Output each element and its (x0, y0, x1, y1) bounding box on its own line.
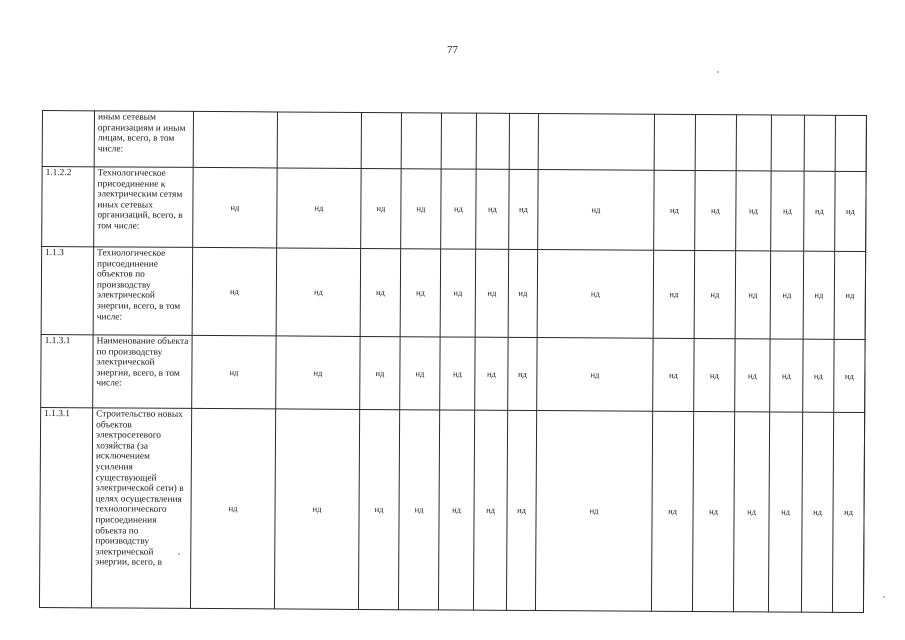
value-cell: нд (653, 250, 695, 338)
row-code: 1.1.3.1 (41, 334, 93, 407)
value-cell (654, 114, 695, 170)
value-cell: нд (508, 249, 538, 337)
value-cell: нд (401, 169, 441, 249)
table-row (42, 167, 866, 252)
value-cell (476, 113, 509, 169)
value-cell: нд (360, 336, 400, 409)
value-cell: нд (509, 169, 538, 249)
row-name: Наименование объекта по производству электрической энергии, всего, в том числе: (93, 335, 192, 409)
scan-speck (717, 71, 719, 73)
value-cell: нд (508, 337, 537, 410)
value-cell: нд (440, 337, 475, 410)
value-cell: нд (801, 412, 833, 612)
value-cell (193, 111, 277, 168)
value-cell: нд (537, 250, 654, 339)
value-cell: нд (735, 251, 771, 339)
value-cell: нд (804, 171, 835, 251)
value-cell: нд (441, 169, 476, 249)
value-cell: нд (537, 338, 653, 412)
page-number: 77 (447, 44, 458, 56)
value-cell: нд (832, 412, 864, 612)
value-cell: нд (538, 170, 654, 251)
value-cell: нд (770, 339, 803, 412)
value-cell: нд (193, 167, 277, 248)
value-cell: нд (476, 169, 509, 249)
value-cell: нд (834, 251, 866, 339)
row-code: 1.1.3.1 (39, 407, 92, 607)
row-code: 1.1.2.2 (42, 167, 94, 247)
value-cell: нд (736, 171, 771, 251)
value-cell: нд (360, 248, 401, 336)
value-cell: нд (192, 335, 276, 409)
value-cell: нд (803, 339, 834, 412)
value-cell: нд (475, 337, 508, 410)
row-name: Технологическое присоединение к электрическим сетям иных сетевых организаций, всего, в том числе: (94, 167, 193, 248)
value-cell (695, 114, 736, 170)
value-cell: нд (475, 249, 509, 337)
value-cell: нд (190, 408, 275, 609)
table-row (39, 407, 864, 612)
value-cell (804, 115, 835, 171)
data-table (39, 110, 867, 613)
row-name: Строительство новых объектов электросетевого хозяйства (за исключением усиления существующей электрической сети) в целях осуществления технологического присоединения объекта по производству электрической энергии, всего, в (91, 408, 191, 609)
value-cell: нд (834, 339, 865, 412)
value-cell: нд (192, 247, 277, 336)
row-code: 1.1.3 (41, 247, 94, 335)
value-cell (835, 115, 866, 171)
value-cell: нд (768, 412, 802, 612)
value-cell (401, 113, 441, 169)
value-cell: нд (535, 411, 652, 612)
value-cell (361, 112, 401, 168)
value-cell: нд (473, 410, 507, 610)
value-cell: нд (733, 412, 769, 612)
value-cell: нд (694, 250, 736, 338)
value-cell: нд (692, 411, 734, 611)
value-cell: нд (735, 339, 770, 412)
table-row (42, 111, 866, 172)
value-cell (835, 171, 866, 251)
value-cell: нд (694, 338, 735, 411)
value-cell: нд (653, 338, 694, 411)
value-cell (736, 115, 771, 171)
value-cell: нд (651, 411, 693, 611)
value-cell: нд (276, 336, 360, 410)
row-code (42, 111, 94, 167)
value-cell: нд (276, 248, 361, 337)
value-cell: нд (771, 171, 804, 251)
value-cell (441, 113, 476, 169)
scan-speck (178, 553, 180, 555)
table-row (41, 247, 866, 340)
value-cell: нд (400, 249, 441, 337)
value-cell: нд (770, 251, 804, 339)
table-row (41, 334, 865, 412)
value-cell: нд (506, 410, 536, 610)
scan-speck (883, 596, 885, 598)
value-cell: нд (400, 337, 440, 410)
value-cell: нд (803, 251, 835, 339)
row-name: Технологическое присоединение объектов по производству электрической энергии, всего, в том числе: (93, 247, 193, 336)
value-cell: нд (274, 409, 359, 610)
value-cell: нд (440, 249, 476, 337)
value-cell (277, 112, 361, 169)
value-cell: нд (654, 170, 695, 250)
value-cell: нд (398, 410, 439, 610)
value-cell: нд (695, 170, 736, 250)
value-cell: нд (361, 168, 401, 248)
value-cell: нд (438, 410, 474, 610)
row-name: иным сетевым организациям и иным лицам, всего, в том числе: (94, 111, 193, 168)
value-cell: нд (277, 168, 361, 249)
value-cell (509, 113, 538, 169)
value-cell (771, 115, 804, 171)
value-cell (538, 114, 654, 171)
value-cell: нд (358, 409, 399, 609)
